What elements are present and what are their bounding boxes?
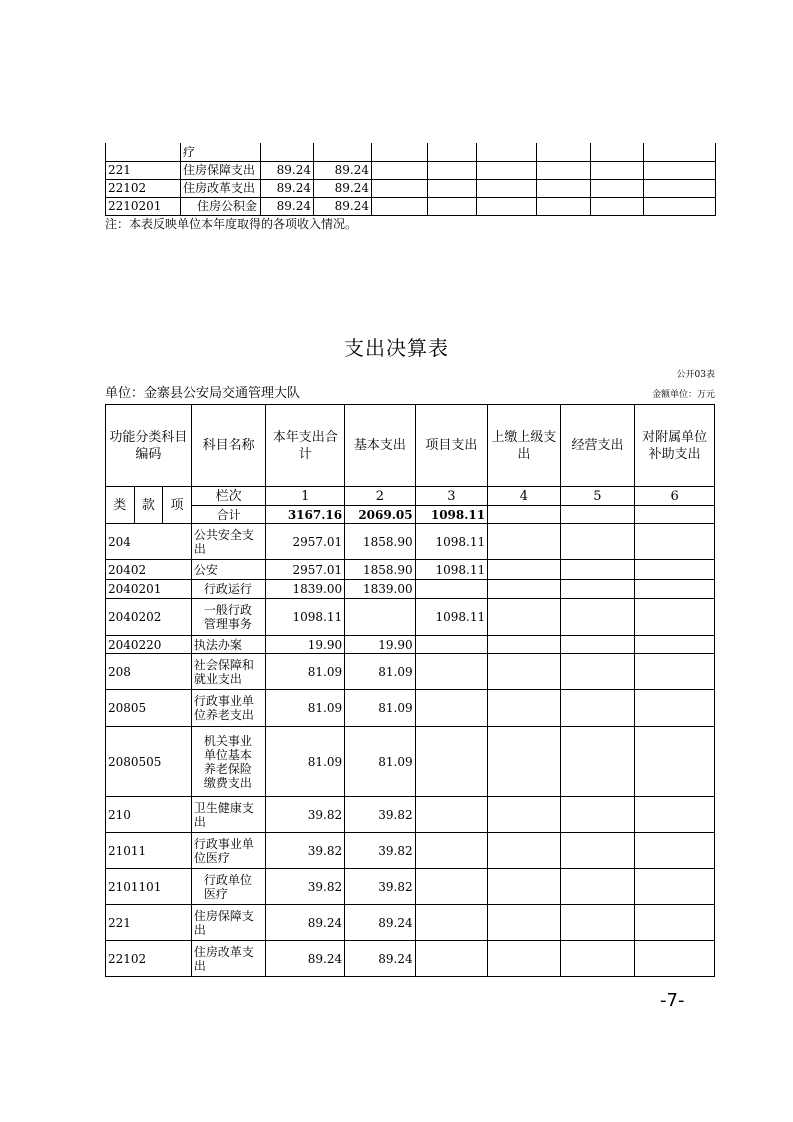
table-row (106, 599, 715, 636)
table-row (106, 197, 716, 215)
row-basic: 89.24 (345, 941, 416, 977)
row-code: 210 (106, 797, 192, 833)
row-name: 行政单位医疗 (191, 869, 266, 905)
row-name: 公共安全支出 (191, 524, 266, 560)
row-project (415, 905, 488, 941)
row-name: 执法办案 (191, 636, 266, 654)
header-xiang: 项 (163, 487, 192, 524)
row-project (415, 727, 488, 797)
row-name: 机关事业单位基本养老保险缴费支出 (191, 727, 266, 797)
col-number-5: 5 (560, 487, 635, 506)
col-number-6: 6 (635, 487, 715, 506)
table-row (106, 905, 715, 941)
row-code: 20402 (106, 560, 192, 580)
header-business: 经营支出 (560, 405, 635, 487)
row-basic: 81.09 (345, 654, 416, 690)
table-row (106, 161, 716, 179)
table-row (106, 179, 716, 197)
row-code: 2040220 (106, 636, 192, 654)
total-total: 3167.16 (266, 506, 345, 524)
row-code: 20805 (106, 690, 192, 727)
header-row (106, 405, 715, 487)
row-basic: 89.24 (345, 905, 416, 941)
row-project: 1098.11 (415, 560, 488, 580)
col-number-4: 4 (488, 487, 561, 506)
row-project (415, 580, 488, 599)
row-total: 2957.01 (266, 560, 345, 580)
row-total: 39.82 (266, 797, 345, 833)
row-basic: 1839.00 (345, 580, 416, 599)
row-name: 住房保障支出 (181, 161, 261, 179)
row-basic: 81.09 (345, 690, 416, 727)
table-row (106, 797, 715, 833)
row-total: 89.24 (261, 197, 314, 215)
header-total: 本年支出合计 (266, 405, 345, 487)
row-total: 89.24 (266, 905, 345, 941)
total-row (106, 506, 715, 524)
row-code: 221 (106, 161, 181, 179)
total-basic: 2069.05 (345, 506, 416, 524)
row-total (261, 143, 314, 161)
row-code: 208 (106, 654, 192, 690)
row-basic (314, 143, 372, 161)
total-project: 1098.11 (415, 506, 488, 524)
row-total: 39.82 (266, 833, 345, 869)
row-code (106, 143, 181, 161)
header-name: 科目名称 (191, 405, 266, 487)
col-number-1: 1 (266, 487, 345, 506)
row-total: 1098.11 (266, 599, 345, 636)
table-row (106, 690, 715, 727)
row-basic: 89.24 (314, 197, 372, 215)
header-subsidy: 对附属单位补助支出 (635, 405, 715, 487)
row-name: 社会保障和就业支出 (191, 654, 266, 690)
form-code: 公开03表 (676, 370, 715, 380)
row-total: 2957.01 (266, 524, 345, 560)
row-name: 疗 (181, 143, 261, 161)
col-number-3: 3 (415, 487, 488, 506)
row-basic: 89.24 (314, 179, 372, 197)
table-row (106, 869, 715, 905)
row-code: 221 (106, 905, 192, 941)
column-number-row (106, 487, 715, 506)
row-code: 2040201 (106, 580, 192, 599)
table-row (106, 560, 715, 580)
row-name: 住房改革支出 (181, 179, 261, 197)
row-total: 89.24 (261, 161, 314, 179)
row-basic: 89.24 (314, 161, 372, 179)
row-project (415, 869, 488, 905)
row-project (415, 833, 488, 869)
row-project: 1098.11 (415, 599, 488, 636)
row-name: 住房改革支出 (191, 941, 266, 977)
table-note: 注：本表反映单位本年度取得的各项收入情况。 (105, 217, 358, 231)
page-number: -7- (660, 990, 685, 1011)
row-total: 1839.00 (266, 580, 345, 599)
header-basic: 基本支出 (345, 405, 416, 487)
row-total: 19.90 (266, 636, 345, 654)
row-project (415, 797, 488, 833)
table-row (106, 941, 715, 977)
row-code: 2210201 (106, 197, 181, 215)
row-code: 2101101 (106, 869, 192, 905)
header-code: 功能分类科目编码 (106, 405, 192, 487)
row-code: 2080505 (106, 727, 192, 797)
row-code: 22102 (106, 179, 181, 197)
header-lei: 类 (106, 487, 135, 524)
table-row (106, 636, 715, 654)
row-basic: 1858.90 (345, 560, 416, 580)
row-name: 卫生健康支出 (191, 797, 266, 833)
row-project (415, 654, 488, 690)
row-name: 住房公积金 (181, 197, 261, 215)
income-table-continuation (105, 143, 716, 216)
col-number-2: 2 (345, 487, 416, 506)
row-name: 行政事业单位医疗 (191, 833, 266, 869)
row-total: 81.09 (266, 727, 345, 797)
row-total: 89.24 (261, 179, 314, 197)
row-basic: 19.90 (345, 636, 416, 654)
page-title: 支出决算表 (344, 336, 449, 360)
row-code: 2040202 (106, 599, 192, 636)
row-basic: 1858.90 (345, 524, 416, 560)
row-basic: 39.82 (345, 833, 416, 869)
table-row (106, 580, 715, 599)
row-basic: 39.82 (345, 797, 416, 833)
row-basic: 39.82 (345, 869, 416, 905)
row-project (415, 941, 488, 977)
row-project (415, 636, 488, 654)
row-total: 81.09 (266, 690, 345, 727)
table-row (106, 727, 715, 797)
row-basic: 81.09 (345, 727, 416, 797)
total-label: 合计 (191, 506, 266, 524)
table-row (106, 143, 716, 161)
row-total: 81.09 (266, 654, 345, 690)
row-code: 22102 (106, 941, 192, 977)
row-project: 1098.11 (415, 524, 488, 560)
header-lanci: 栏次 (191, 487, 266, 506)
header-kuan: 款 (134, 487, 163, 524)
table-row (106, 654, 715, 690)
header-upper: 上缴上级支出 (488, 405, 561, 487)
header-project: 项目支出 (415, 405, 488, 487)
row-total: 39.82 (266, 869, 345, 905)
unit-label: 单位：金寨县公安局交通管理大队 (105, 386, 301, 401)
row-total: 89.24 (266, 941, 345, 977)
table-row (106, 524, 715, 560)
row-name: 公安 (191, 560, 266, 580)
row-name: 行政事业单位养老支出 (191, 690, 266, 727)
money-unit-label: 金额单位：万元 (651, 390, 715, 400)
row-basic (345, 599, 416, 636)
row-code: 21011 (106, 833, 192, 869)
row-project (415, 690, 488, 727)
row-code: 204 (106, 524, 192, 560)
row-name: 行政运行 (191, 580, 266, 599)
expenditure-table (105, 404, 715, 977)
row-name: 一般行政管理事务 (191, 599, 266, 636)
table-row (106, 833, 715, 869)
row-name: 住房保障支出 (191, 905, 266, 941)
